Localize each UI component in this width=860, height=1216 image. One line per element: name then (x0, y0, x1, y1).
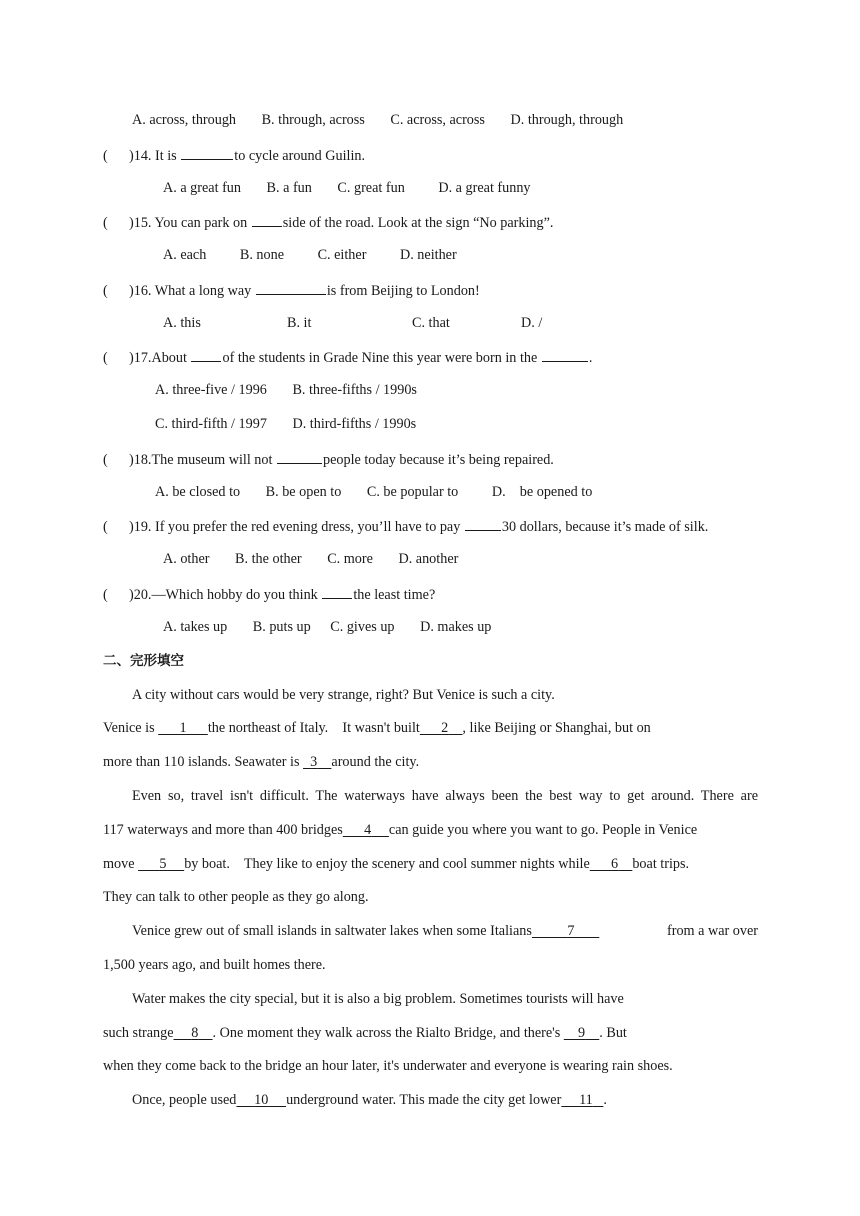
q15-options (163, 246, 457, 264)
blank-number: 6 (611, 856, 619, 872)
option: A. three-five / 1996 (155, 382, 267, 398)
option: C. either (317, 247, 367, 263)
option: C. third-fifth / 1997 (155, 416, 267, 432)
q17-options-row2 (155, 415, 416, 433)
question-17: ( )17.About of the students in Grade Nine this year were born in the . (103, 347, 592, 367)
passage-line: They can talk to other people as they go along. (103, 889, 369, 905)
q20-options (163, 618, 491, 636)
option: B. it (287, 315, 312, 331)
blank-number: 10 (254, 1092, 269, 1108)
passage-line: 117 waterways and more than 400 bridges 4 can guide you where you want to go. People in Venice (103, 822, 698, 838)
passage-line: when they come back to the bridge an hour later, it's underwater and everyone is wearing rain shoes. (103, 1058, 673, 1074)
passage-line: Venice is 1 the northeast of Italy. It wasn't built 2 , like Beijing or Shanghai, but on (103, 720, 651, 736)
blank-number: 8 (191, 1025, 199, 1041)
blank-number: 11 (579, 1092, 593, 1108)
option: D. be opened to (491, 484, 593, 500)
passage-line: Even so, travel isn't difficult. The waterways have always been the best way to get around. There are (132, 788, 758, 804)
option: B. a fun (266, 180, 312, 196)
option: D. through, through (510, 112, 624, 128)
option: B. puts up (252, 619, 311, 635)
passage-line: move 5 by boat. They like to enjoy the scenery and cool summer nights while 6 boat trips. (103, 856, 690, 872)
option: A. this (163, 315, 201, 331)
option: B. the other (235, 551, 302, 567)
option: A. across, through (132, 112, 237, 128)
question-18: ( )18.The museum will not people today because it’s being repaired. (103, 449, 554, 469)
passage-line: more than 110 islands. Seawater is 3 around the city. (103, 754, 420, 770)
answer-blank (542, 347, 588, 362)
option: A. be closed to (155, 484, 241, 500)
option: C. that (412, 315, 450, 331)
passage-line: Venice grew out of small islands in saltwater lakes when some Italians 7 from a war over (132, 923, 758, 939)
q13-options (132, 111, 623, 129)
answer-blank (181, 145, 233, 160)
answer-blank (465, 516, 501, 531)
option: C. be popular to (366, 484, 459, 500)
option: B. through, across (261, 112, 365, 128)
q17-options-row1 (155, 381, 417, 399)
blank-number: 9 (577, 1025, 586, 1041)
question-15: ( )15. You can park on side of the road. Look at the sign “No parking”. (103, 212, 553, 232)
answer-blank (256, 280, 326, 295)
question-16: ( )16. What a long way is from Beijing to London! (103, 280, 480, 300)
q18-options (155, 483, 592, 501)
answer-blank (322, 584, 352, 599)
blank-number: 4 (364, 822, 372, 838)
passage-line: A city without cars would be very strange, right? But Venice is such a city. (132, 687, 555, 703)
passage-line: such strange 8 . One moment they walk across the Rialto Bridge, and there's 9 . But (103, 1025, 627, 1041)
option: B. three-fifths / 1990s (292, 382, 417, 398)
question-14: ( )14. It is to cycle around Guilin. (103, 145, 365, 165)
question-19: ( )19. If you prefer the red evening dress, you’ll have to pay 30 dollars, because it’s made of silk. (103, 516, 708, 536)
blank-number: 7 (567, 923, 575, 939)
q14-options (163, 179, 531, 197)
option: B. none (239, 247, 285, 263)
option: D. neither (399, 247, 457, 263)
blank-number: 1 (179, 720, 187, 736)
question-20: ( )20.—Which hobby do you think the least time? (103, 584, 435, 604)
option: D. another (398, 551, 459, 567)
q19-options (163, 550, 458, 568)
option: C. gives up (330, 619, 395, 635)
blank-number: 5 (159, 856, 167, 872)
passage-line: Water makes the city special, but it is also a big problem. Sometimes tourists will have (132, 991, 624, 1007)
blank-number: 2 (441, 720, 449, 736)
blank-number: 3 (310, 754, 318, 770)
answer-blank (191, 347, 221, 362)
passage-line: Once, people used 10 underground water. This made the city get lower 11 . (132, 1092, 607, 1108)
option: A. other (163, 551, 210, 567)
option: B. be open to (265, 484, 342, 500)
passage-line: 1,500 years ago, and built homes there. (103, 957, 326, 973)
option: C. more (327, 551, 373, 567)
option: A. a great fun (163, 180, 241, 196)
option: C. across, across (390, 112, 485, 128)
answer-blank (252, 212, 282, 227)
option: D. a great funny (438, 180, 531, 196)
option: A. each (163, 247, 207, 263)
section-heading: 二、完形填空 (103, 653, 184, 669)
option: A. takes up (163, 619, 228, 635)
option: D. / (521, 315, 543, 331)
option: C. great fun (337, 180, 405, 196)
answer-blank (277, 449, 322, 464)
option: D. third-fifths / 1990s (292, 416, 417, 432)
option: D. makes up (420, 619, 492, 635)
